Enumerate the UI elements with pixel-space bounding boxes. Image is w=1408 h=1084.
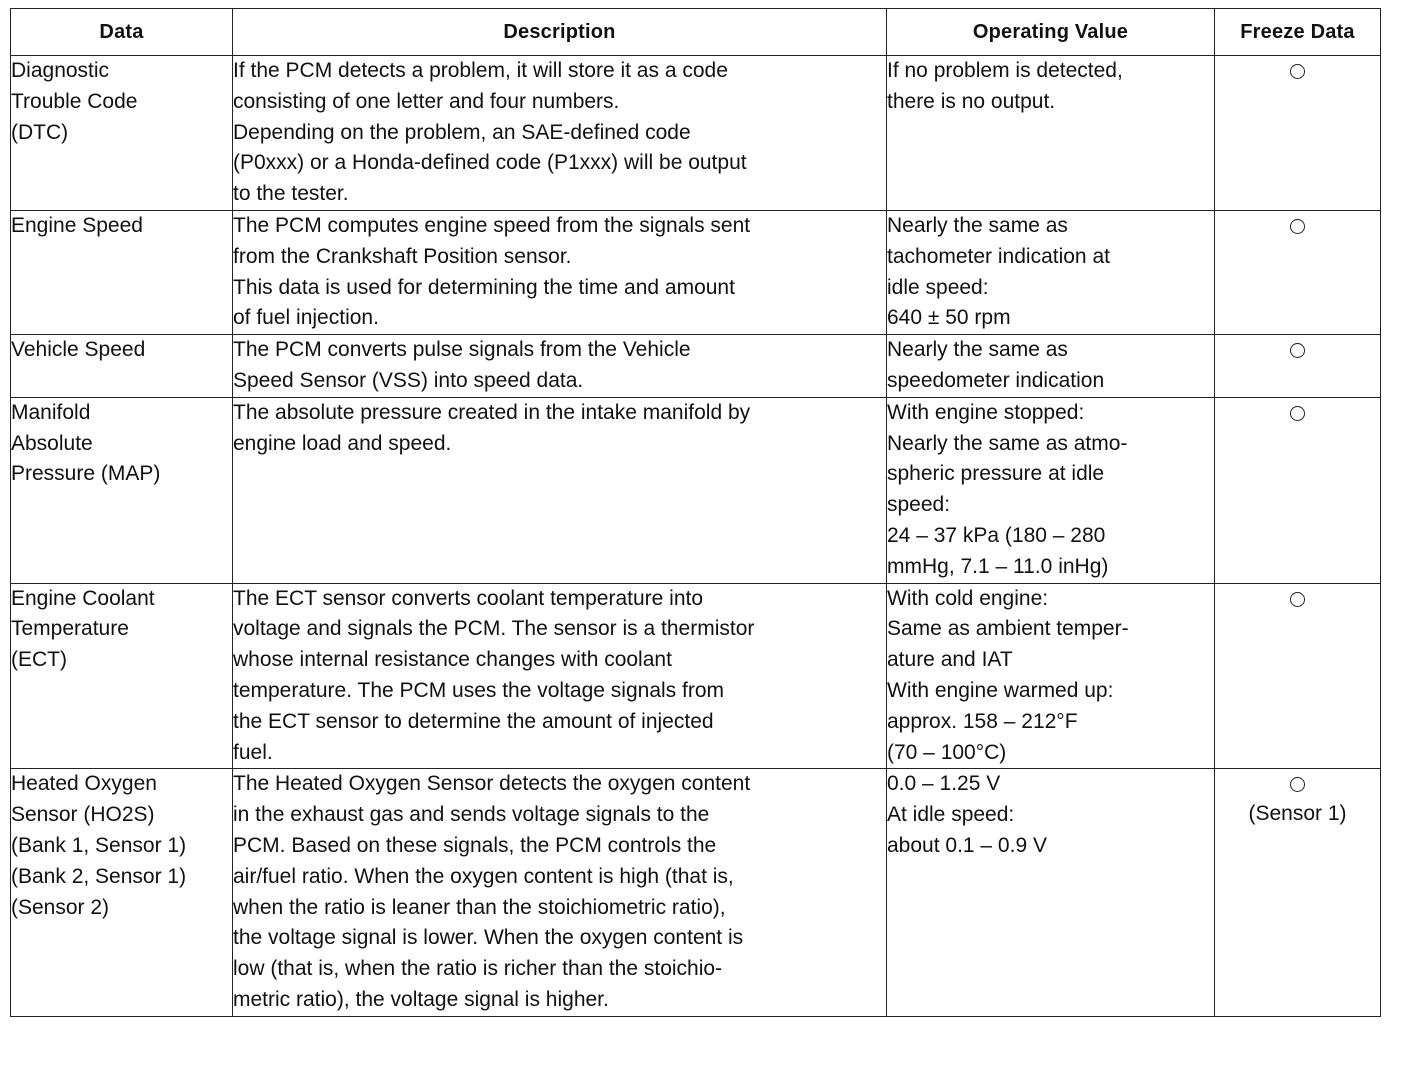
description-cell	[233, 583, 887, 769]
freeze-data-cell	[1215, 56, 1381, 211]
operating-value-cell-line: about 0.1 – 0.9 V	[887, 833, 1047, 857]
freeze-mark-wrap	[1215, 584, 1380, 614]
data-cell-line: Engine Coolant	[11, 586, 155, 610]
operating-value-cell-line: 640 ± 50 rpm	[887, 306, 1011, 330]
freeze-data-cell	[1215, 583, 1381, 769]
freeze-circle-icon	[1290, 219, 1305, 234]
header-freeze-data: Freeze Data	[1215, 9, 1381, 56]
description-cell-line: temperature. The PCM uses the voltage signals from	[233, 678, 725, 702]
operating-value-cell	[887, 56, 1215, 211]
table-header-row	[11, 9, 1381, 56]
description-cell-line: low (that is, when the ratio is richer than the stoichio-	[233, 957, 723, 981]
operating-value-cell-line: (70 – 100°C)	[887, 740, 1007, 764]
description-cell	[233, 210, 887, 334]
data-cell-line: Vehicle Speed	[11, 338, 146, 362]
data-cell-line: Pressure (MAP)	[11, 462, 161, 486]
operating-value-cell	[887, 583, 1215, 769]
freeze-mark-wrap	[1215, 398, 1380, 428]
data-cell	[11, 210, 233, 334]
description-cell-line: from the Crankshaft Position sensor.	[233, 244, 572, 268]
operating-value-cell-line: tachometer indication at	[887, 244, 1110, 268]
operating-value-cell-line: approx. 158 – 212°F	[887, 709, 1078, 733]
description-cell	[233, 769, 887, 1016]
operating-value-cell-line: At idle speed:	[887, 803, 1015, 827]
operating-value-cell-line: With cold engine:	[887, 586, 1049, 610]
data-cell-line: Diagnostic	[11, 59, 110, 82]
freeze-circle-icon	[1290, 777, 1305, 792]
freeze-data-cell	[1215, 335, 1381, 398]
operating-value-cell-line: If no problem is detected,	[887, 59, 1123, 82]
data-cell-line: Temperature	[11, 617, 129, 641]
freeze-mark-wrap	[1215, 56, 1380, 86]
description-cell-line: The ECT sensor converts coolant temperature into	[233, 586, 704, 610]
header-data: Data	[11, 9, 233, 56]
data-cell	[11, 397, 233, 583]
data-cell	[11, 583, 233, 769]
freeze-data-cell	[1215, 769, 1381, 1016]
freeze-data-cell	[1215, 210, 1381, 334]
description-cell-line: whose internal resistance changes with coolant	[233, 648, 672, 672]
operating-value-cell-line: Nearly the same as	[887, 338, 1068, 362]
freeze-circle-icon	[1290, 592, 1305, 607]
description-cell-line: the ECT sensor to determine the amount of injected	[233, 709, 714, 733]
freeze-mark-wrap	[1215, 769, 1380, 799]
header-operating-value: Operating Value	[887, 9, 1215, 56]
operating-value-cell-line: Nearly the same as	[887, 213, 1068, 237]
data-cell-line: (Bank 2, Sensor 1)	[11, 864, 187, 888]
operating-value-cell	[887, 397, 1215, 583]
freeze-mark-wrap	[1215, 211, 1380, 241]
description-cell-line: of fuel injection.	[233, 306, 379, 330]
table-row	[11, 397, 1381, 583]
operating-value-cell	[887, 769, 1215, 1016]
operating-value-cell-line: speedometer indication	[887, 368, 1105, 392]
description-cell-line: air/fuel ratio. When the oxygen content is high (that is,	[233, 864, 734, 888]
operating-value-cell	[887, 335, 1215, 398]
description-cell-line: The PCM converts pulse signals from the Vehicle	[233, 338, 691, 362]
data-cell-line: Sensor (HO2S)	[11, 803, 155, 827]
description-cell-line: in the exhaust gas and sends voltage signals to the	[233, 803, 710, 827]
description-cell-line: voltage and signals the PCM. The sensor is a thermistor	[233, 617, 755, 641]
operating-value-cell-line: With engine warmed up:	[887, 678, 1114, 702]
operating-value-cell-line: 24 – 37 kPa (180 – 280	[887, 523, 1106, 547]
freeze-circle-icon	[1290, 343, 1305, 358]
data-cell-line: (ECT)	[11, 648, 67, 672]
description-cell-line: The Heated Oxygen Sensor detects the oxygen content	[233, 772, 751, 796]
data-cell-line: Absolute	[11, 431, 93, 455]
data-cell-line: (Sensor 2)	[11, 895, 110, 919]
freeze-circle-icon	[1290, 406, 1305, 421]
description-cell-line: PCM. Based on these signals, the PCM controls the	[233, 833, 717, 857]
operating-value-cell-line: mmHg, 7.1 – 11.0 inHg)	[887, 554, 1109, 578]
description-cell-line: consisting of one letter and four numbers.	[233, 89, 620, 113]
operating-value-cell-line: 0.0 – 1.25 V	[887, 772, 1001, 796]
description-cell-line: engine load and speed.	[233, 431, 452, 455]
data-cell-line: (DTC)	[11, 120, 69, 144]
description-cell-line: (P0xxx) or a Honda-defined code (P1xxx) will be output	[233, 151, 747, 175]
table-row	[11, 769, 1381, 1016]
description-cell-line: metric ratio), the voltage signal is higher.	[233, 987, 609, 1011]
description-cell-line: fuel.	[233, 740, 273, 764]
header-description: Description	[233, 9, 887, 56]
data-cell-line: (Bank 1, Sensor 1)	[11, 833, 187, 857]
description-cell-line: If the PCM detects a problem, it will store it as a code	[233, 59, 728, 82]
data-table	[10, 8, 1381, 1017]
freeze-data-cell	[1215, 397, 1381, 583]
description-cell	[233, 335, 887, 398]
description-cell-line: the voltage signal is lower. When the oxygen content is	[233, 926, 744, 950]
table-row	[11, 210, 1381, 334]
freeze-mark-wrap	[1215, 335, 1380, 365]
description-cell-line: The absolute pressure created in the intake manifold by	[233, 400, 751, 424]
table-row	[11, 335, 1381, 398]
description-cell-line: This data is used for determining the time and amount	[233, 275, 735, 299]
operating-value-cell-line: there is no output.	[887, 89, 1056, 113]
description-cell-line: The PCM computes engine speed from the signals sent	[233, 213, 751, 237]
description-cell	[233, 56, 887, 211]
data-cell-line: Engine Speed	[11, 213, 143, 237]
operating-value-cell-line: spheric pressure at idle	[887, 462, 1105, 486]
operating-value-cell-line: Same as ambient temper-	[887, 617, 1129, 641]
description-cell-line: when the ratio is leaner than the stoichiometric ratio),	[233, 895, 726, 919]
table-body	[11, 56, 1381, 1017]
data-cell	[11, 56, 233, 211]
description-cell-line: Depending on the problem, an SAE-defined code	[233, 120, 691, 144]
operating-value-cell-line: idle speed:	[887, 275, 989, 299]
operating-value-cell-line: speed:	[887, 493, 951, 517]
data-cell-line: Manifold	[11, 400, 91, 424]
data-cell-line: Trouble Code	[11, 89, 138, 113]
data-cell	[11, 769, 233, 1016]
operating-value-cell-line: With engine stopped:	[887, 400, 1085, 424]
operating-value-cell-line: Nearly the same as atmo-	[887, 431, 1128, 455]
operating-value-cell-line: ature and IAT	[887, 648, 1013, 672]
freeze-circle-icon	[1290, 64, 1305, 79]
table-row	[11, 583, 1381, 769]
freeze-data-note: (Sensor 1)	[1248, 802, 1347, 826]
operating-value-cell	[887, 210, 1215, 334]
data-cell	[11, 335, 233, 398]
data-cell-line: Heated Oxygen	[11, 772, 157, 796]
description-cell-line: to the tester.	[233, 182, 349, 206]
table-row	[11, 56, 1381, 211]
description-cell	[233, 397, 887, 583]
description-cell-line: Speed Sensor (VSS) into speed data.	[233, 368, 584, 392]
